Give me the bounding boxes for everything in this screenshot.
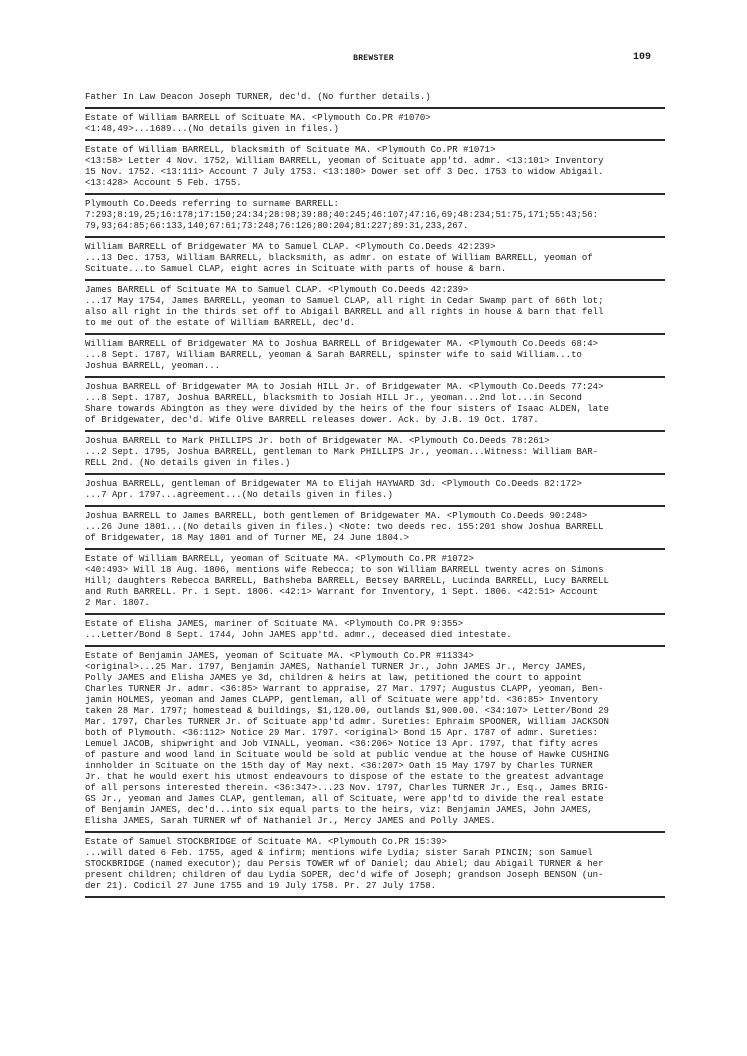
entry-william-to-joshua-barrell: William BARRELL of Bridgewater MA to Joshua BARRELL of Bridgewater MA. <Plymouth Co.Deeds 68:4> ...8 Sept. 1787, William BARRELL, yeoman & Sarah BARRELL, spinster wife to said William...to Joshua BARRELL, yeoman... — [85, 335, 665, 378]
entry-william-barrell-to-samuel-clap: William BARRELL of Bridgewater MA to Samuel CLAP. <Plymouth Co.Deeds 42:239> ...13 Dec. 1753, William BARRELL, blacksmith, as admr. on estate of William BARRELL, yeoman of Scituate...to Samuel CLAP, eight acres in Scituate with parts of house & barn. — [85, 238, 665, 281]
running-title: BREWSTER — [353, 54, 394, 63]
entry-estate-elisha-james: Estate of Elisha JAMES, mariner of Scituate MA. <Plymouth Co.PR 9:355> ...Letter/Bond 8 Sept. 1744, John JAMES app'td. admr., deceased died intestate. — [85, 615, 665, 647]
entry-deeds-barrell-index: Plymouth Co.Deeds referring to surname BARRELL: 7:293;8:19,25;16:178;17:150;24:34;28:98;39:88;40:245;46:107;47:16,69;48:234;51:75,171;55:43;56: 79,93;64:85;66:133,140;67:61;73:248;76:126;80:204;81:227;89:31,233,267. — [85, 195, 665, 238]
entry-list — [85, 92, 665, 898]
entry-joshua-barrell-to-mark-phillips: Joshua BARRELL to Mark PHILLIPS Jr. both of Bridgewater MA. <Plymouth Co.Deeds 78:261> ...2 Sept. 1795, Joshua BARRELL, gentleman to Mark PHILLIPS Jr., yeoman...Witness: William BAR- RELL 2nd. (No details given in files.) — [85, 432, 665, 475]
entry-estate-benjamin-james: Estate of Benjamin JAMES, yeoman of Scituate MA. <Plymouth Co.PR #11334> <original>...25 Mar. 1797, Benjamin JAMES, Nathaniel TURNER Jr., John JAMES Jr., Mercy JAMES, Polly JAMES and Elisha JAMES ye 3d, children & heirs at law, petitioned the court to appoint Charles TURNER Jr. admr. <36:85> Warrant to appraise, 27 Mar. 1797; Augustus CLAPP, yeoman, Ben- jamin HOLMES, yeoman and James CLAPP, gentleman, all of Scituate were app'td. <36:85> Inventory taken 28 Mar. 1797; homestead & buildings, $1,120.00, outlands $1,900.00. <34:107> Letter/Bond 29 Mar. 1797, Charles TURNER Jr. of Scituate app'td admr. Sureties: Ephraim SPOONER, William JACKSON both of Plymouth. <36:112> Notice 29 Mar. 1797. <original> Bond 15 Apr. 1787 of admr. Sureties: Lemuel JACOB, shipwright and Job VINALL, yeoman. <36:206> Notice 13 Apr. 1797, that fifty acres of pasture and wood land in Scituate would be sold at public vendue at the house of Hawke CUSHING innholder in Scituate on the 15th day of May next. <36:207> Oath 15 May 1797 by Charles TURNER Jr. that he would exert his utmost endeavours to dispose of the estate to the greatest advantage of all persons interested therein. <36:347>...23 Nov. 1797, Charles TURNER Jr., Esq., James BRIG- GS Jr., yeoman and James CLAP, gentleman, all of Scituate, were app'td to divide the real estate of Benjamin JAMES, dec'd...into six equal parts to the heirs, viz: Benjamin JAMES, John JAMES, Elisha JAMES, Sarah TURNER wf of Nathaniel Jr., Mercy JAMES and Polly JAMES. — [85, 647, 665, 833]
entry-james-barrell-to-samuel-clap: James BARRELL of Scituate MA to Samuel CLAP. <Plymouth Co.Deeds 42:239> ...17 May 1754, James BARRELL, yeoman to Samuel CLAP, all right in Cedar Swamp part of 66th lot; also all right in the thirds set off to Abigail BARRELL and all rights in house & barn that fell to me out of the estate of William BARRELL, dec'd. — [85, 281, 665, 335]
entry-estate-william-barrell-1071: Estate of William BARRELL, blacksmith of Scituate MA. <Plymouth Co.PR #1071> <13:58> Letter 4 Nov. 1752, William BARRELL, yeoman of Scituate app'td. admr. <13:101> Inventory 15 Nov. 1752. <13:111> Account 7 July 1753. <13:180> Dower set off 3 Dec. 1753 to widow Abigail. <13:428> Account 5 Feb. 1755. — [85, 141, 665, 195]
entry-estate-samuel-stockbridge: Estate of Samuel STOCKBRIDGE of Scituate MA. <Plymouth Co.PR 15:39> ...will dated 6 Feb. 1755, aged & infirm; mentions wife Lydia; sister Sarah PINCIN; son Samuel STOCKBRIDGE (named executor); dau Persis TOWER wf of Daniel; dau Abiel; dau Abigail TURNER & her present children; children of dau Lydia SOPER, dec'd wife of Joseph; grandson Joseph BENSON (un- der 21). Codicil 27 June 1755 and 19 July 1758. Pr. 27 July 1758. — [85, 833, 665, 898]
entry-estate-william-barrell-1072: Estate of William BARRELL, yeoman of Scituate MA. <Plymouth Co.PR #1072> <40:493> Will 18 Aug. 1806, mentions wife Rebecca; to son William BARRELL twenty acres on Simons Hill; daughters Rebecca BARRELL, Bathsheba BARRELL, Betsey BARRELL, Lucinda BARRELL, Lucy BARRELL and Ruth BARRELL. Pr. 1 Sept. 1806. <42:1> Warrant for Inventory, 1 Sept. 1806. <42:51> Account 2 Mar. 1807. — [85, 550, 665, 615]
entry-turner-father-in-law: Father In Law Deacon Joseph TURNER, dec'd. (No further details.) — [85, 92, 665, 109]
entry-joshua-barrell-to-elijah-hayward: Joshua BARRELL, gentleman of Bridgewater MA to Elijah HAYWARD 3d. <Plymouth Co.Deeds 82:172> ...7 Apr. 1797...agreement...(No details given in files.) — [85, 475, 665, 507]
entry-joshua-to-james-barrell: Joshua BARRELL to James BARRELL, both gentlemen of Bridgewater MA. <Plymouth Co.Deeds 90:248> ...26 June 1801...(No details given in files.) <Note: two deeds rec. 155:201 show Joshua BARRELL of Bridgewater, 18 May 1801 and of Turner ME, 24 June 1804.> — [85, 507, 665, 550]
entry-joshua-barrell-to-josiah-hill: Joshua BARRELL of Bridgewater MA to Josiah HILL Jr. of Bridgewater MA. <Plymouth Co.Deeds 77:24> ...8 Sept. 1787, Joshua BARRELL, blacksmith to Josiah HILL Jr., yeoman...2nd lot...in Second Share towards Abington as they were divided by the heirs of the four sisters of Isaac ALDEN, late of Bridgewater, dec'd. Wife Olive BARRELL releases dower. Ack. by J.B. 19 Oct. 1787. — [85, 378, 665, 432]
page-number: 109 — [632, 52, 651, 63]
entry-estate-william-barrell-1070: Estate of William BARRELL of Scituate MA. <Plymouth Co.PR #1070> <1:48,49>...1689...(No details given in files.) — [85, 109, 665, 141]
